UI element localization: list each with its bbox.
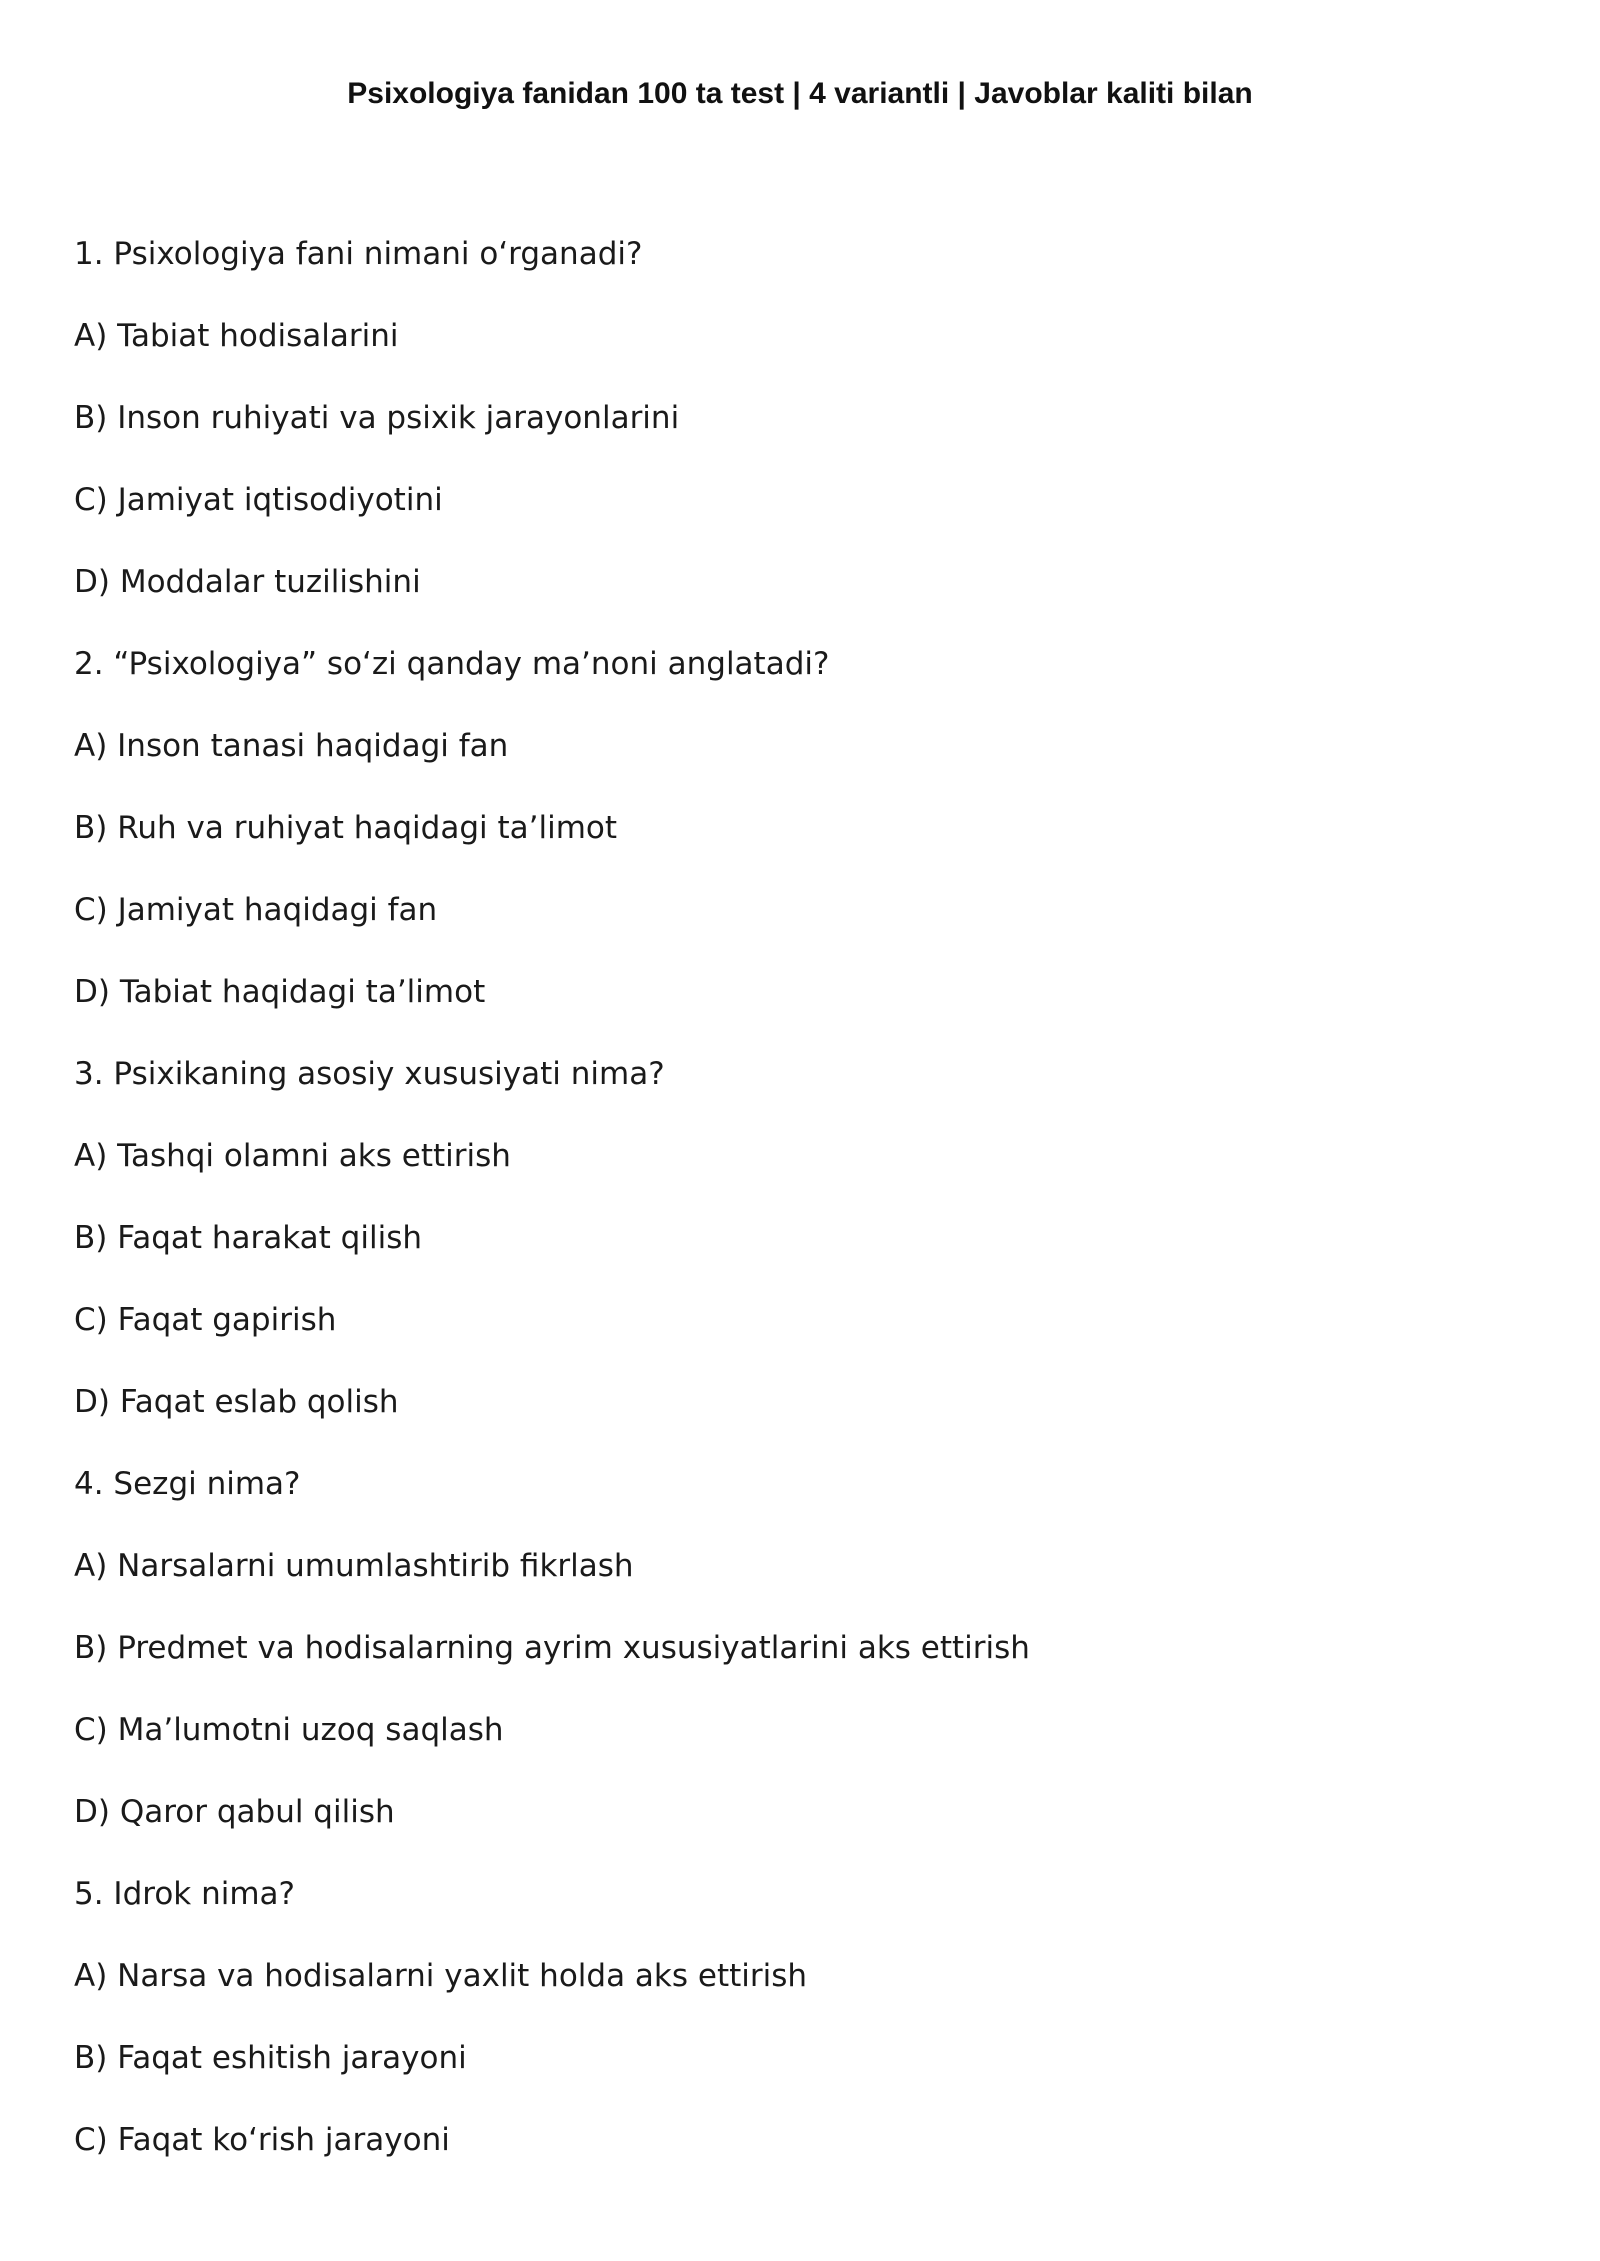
answer-option: A) Narsalarni umumlashtirib fikrlash	[74, 1548, 634, 1584]
answer-option: C) Faqat gapirish	[74, 1302, 337, 1338]
answer-option: B) Faqat eshitish jarayoni	[74, 2040, 467, 2076]
answer-option: B) Faqat harakat qilish	[74, 1220, 422, 1256]
question-text: 3. Psixikaning asosiy xususiyati nima?	[74, 1056, 665, 1092]
answer-option: A) Tashqi olamni aks ettirish	[74, 1138, 511, 1174]
answer-option: C) Jamiyat haqidagi fan	[74, 892, 438, 928]
answer-option: D) Tabiat haqidagi taʼlimot	[74, 974, 486, 1010]
answer-option: D) Faqat eslab qolish	[74, 1384, 399, 1420]
question-text: 1. Psixologiya fani nimani oʻrganadi?	[74, 236, 643, 272]
question-block	[74, 234, 1534, 644]
answer-option: D) Moddalar tuzilishini	[74, 564, 421, 600]
answer-option: B) Ruh va ruhiyat haqidagi taʼlimot	[74, 810, 618, 846]
question-block	[74, 1874, 1534, 2202]
answer-option: C) Faqat koʻrish jarayoni	[74, 2122, 450, 2158]
question-list	[74, 234, 1534, 2202]
answer-option: A) Inson tanasi haqidagi fan	[74, 728, 509, 764]
answer-option: C) Maʼlumotni uzoq saqlash	[74, 1712, 504, 1748]
answer-option: B) Predmet va hodisalarning ayrim xususiyatlarini aks ettirish	[74, 1630, 1030, 1666]
question-text: 4. Sezgi nima?	[74, 1466, 301, 1502]
answer-option: A) Narsa va hodisalarni yaxlit holda aks ettirish	[74, 1958, 808, 1994]
question-block	[74, 1054, 1534, 1464]
answer-option: C) Jamiyat iqtisodiyotini	[74, 482, 443, 518]
question-text: 5. Idrok nima?	[74, 1876, 295, 1912]
question-block	[74, 1464, 1534, 1874]
answer-option: A) Tabiat hodisalarini	[74, 318, 399, 354]
document-title: Psixologiya fanidan 100 ta test | 4 variantli | Javoblar kaliti bilan	[347, 77, 1253, 110]
question-text: 2. “Psixologiya” soʻzi qanday maʼnoni anglatadi?	[74, 646, 830, 682]
answer-option: D) Qaror qabul qilish	[74, 1794, 395, 1830]
answer-option: B) Inson ruhiyati va psixik jarayonlarini	[74, 400, 680, 436]
question-block	[74, 644, 1534, 1054]
